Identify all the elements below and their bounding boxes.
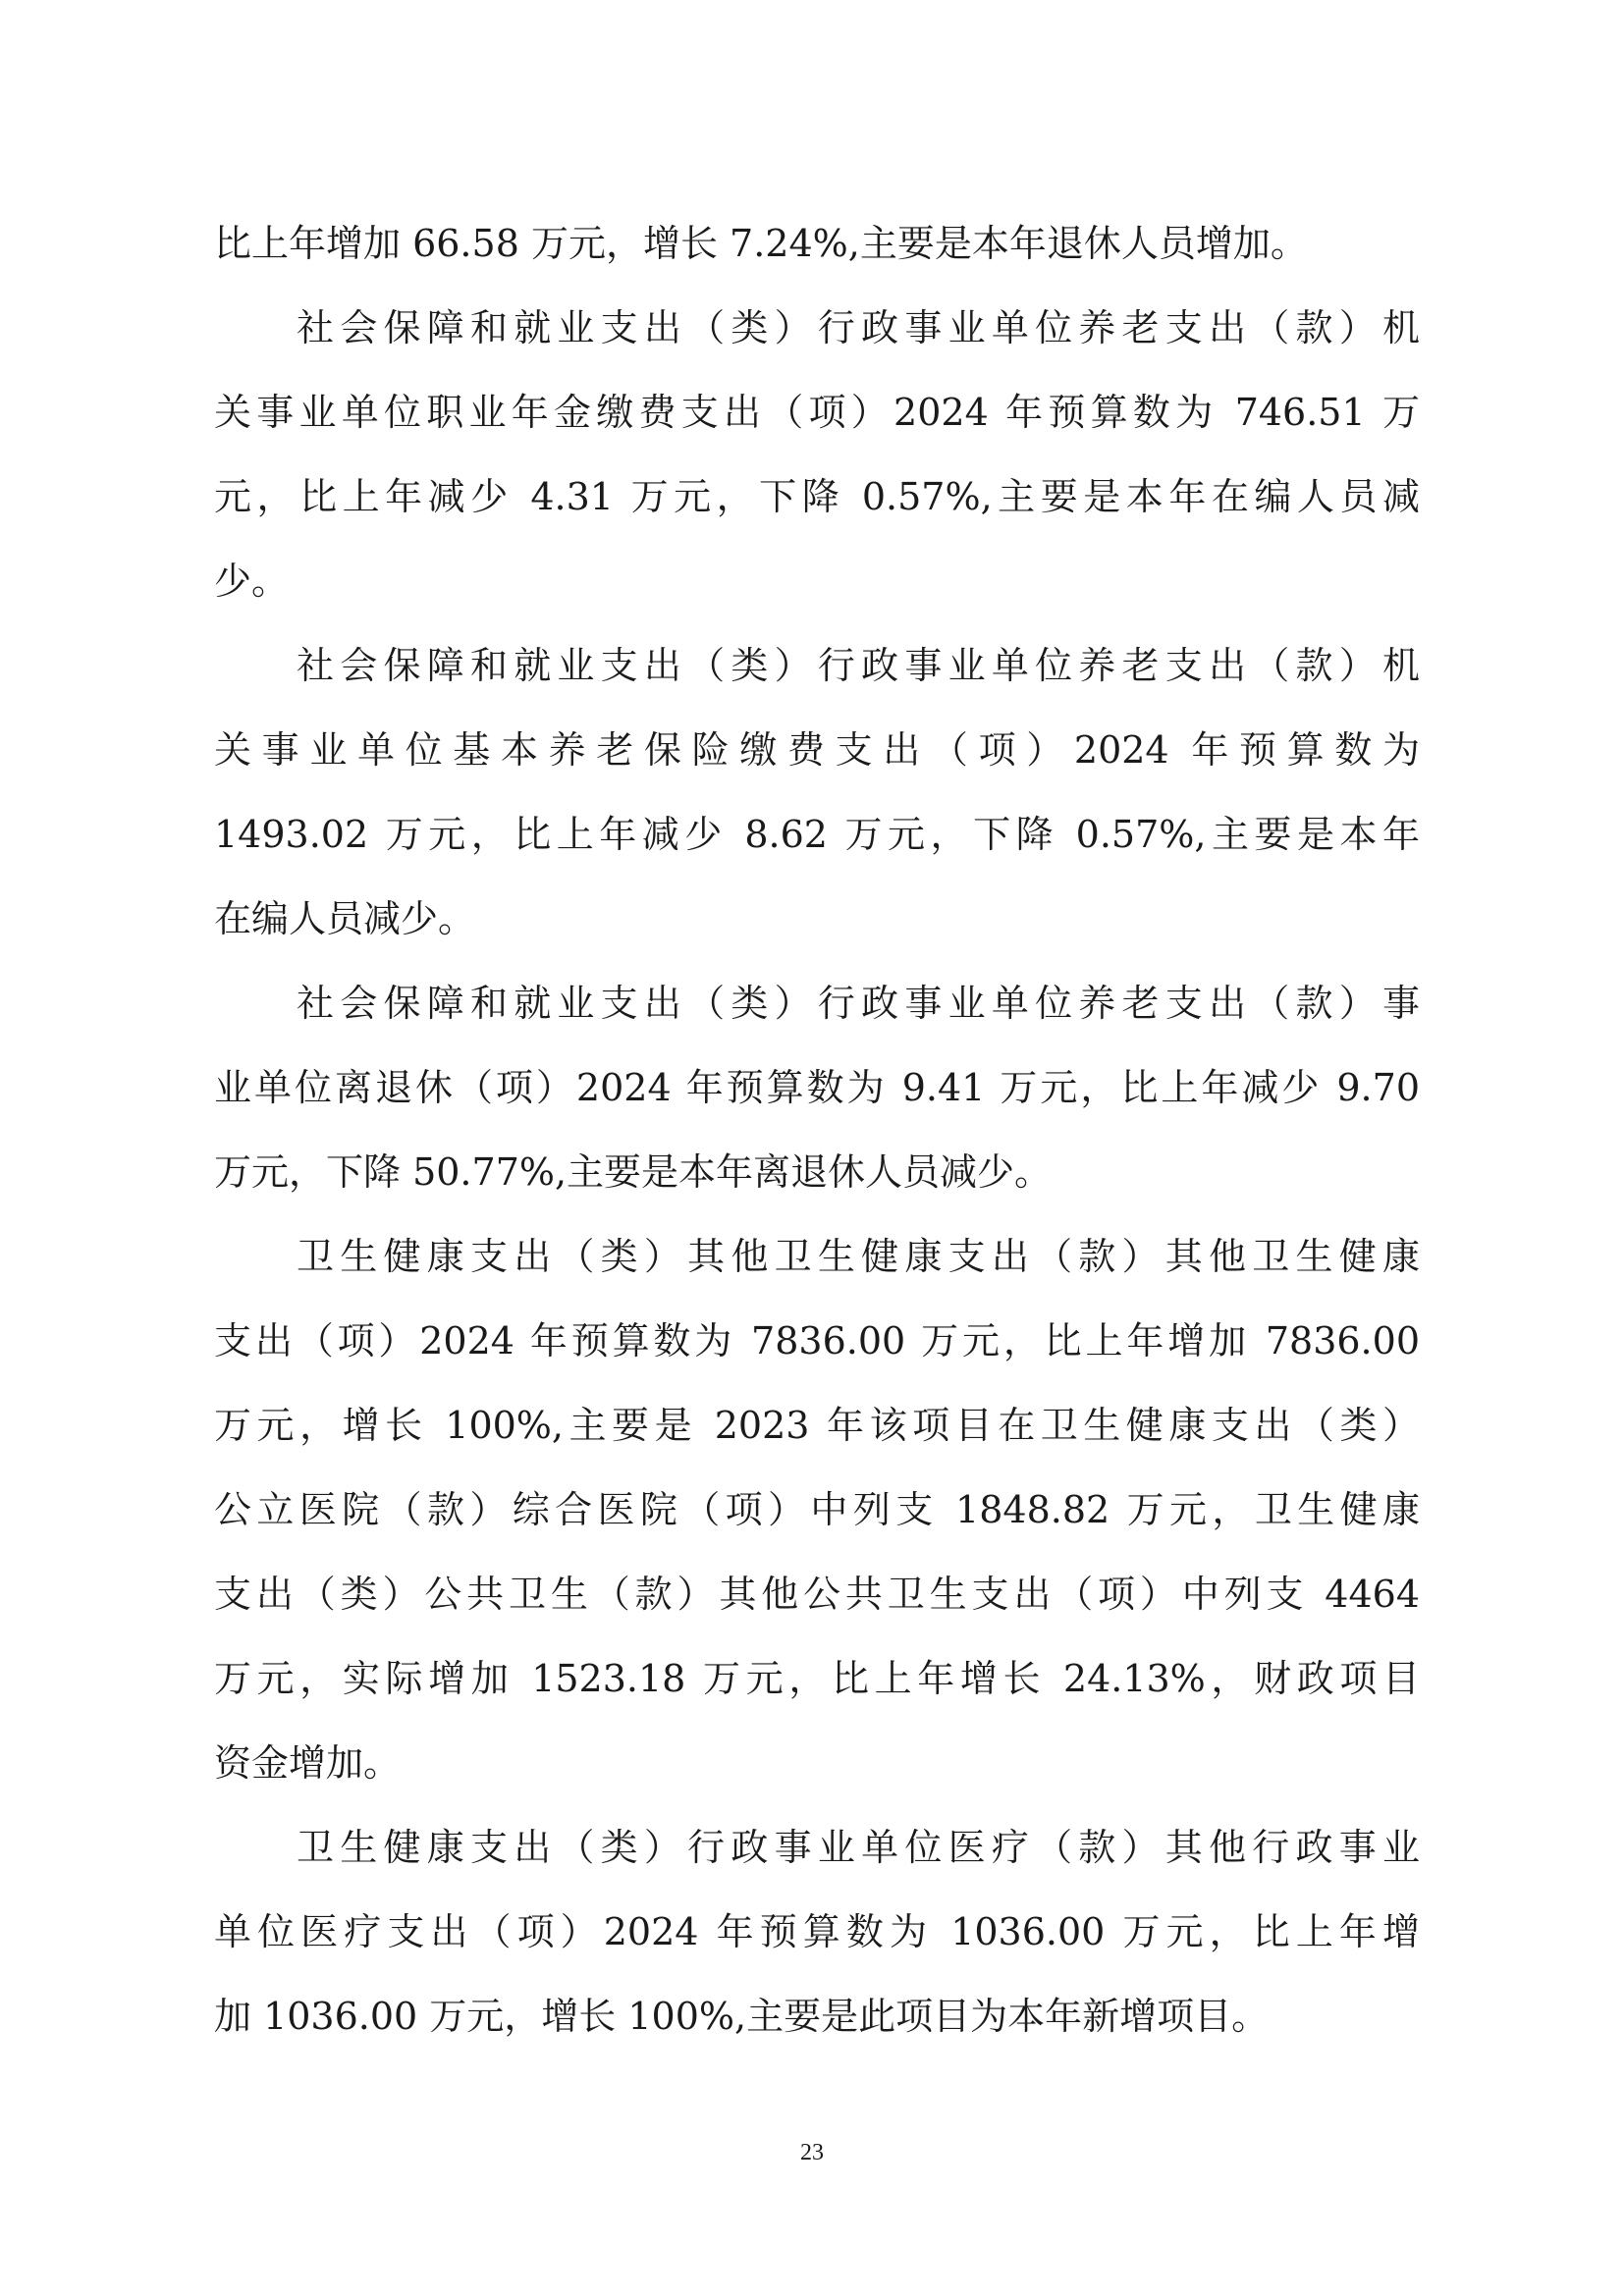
paragraph-first-line: 卫生健康支出（类）其他卫生健康支出（款）其他卫生健康 [297, 1235, 1420, 1278]
text-line: 在编人员减少。 [214, 897, 476, 940]
paragraph-first-line: 社会保障和就业支出（类）行政事业单位养老支出（款）机 [297, 306, 1420, 349]
text-line: 万元，增长 100%,主要是 2023 年该项目在卫生健康支出（类） [214, 1404, 1420, 1447]
text-line: 1493.02 万元，比上年减少 8.62 万元，下降 0.57%,主要是本年 [214, 813, 1420, 856]
text-line: 支出（类）公共卫生（款）其他公共卫生支出（项）中列支 4464 [214, 1573, 1420, 1616]
text-line: 少。 [214, 560, 290, 603]
page-number: 23 [800, 2140, 824, 2165]
text-line: 支出（项）2024 年预算数为 7836.00 万元，比上年增加 7836.00 [214, 1319, 1420, 1362]
text-line: 比上年增加 66.58 万元，增长 7.24%,主要是本年退休人员增加。 [214, 222, 1308, 265]
text-line: 万元，下降 50.77%,主要是本年离退休人员减少。 [214, 1150, 1053, 1194]
text-line: 关事业单位职业年金缴费支出（项）2024 年预算数为 746.51 万 [214, 391, 1420, 434]
text-line: 公立医院（款）综合医院（项）中列支 1848.82 万元，卫生健康 [214, 1488, 1420, 1531]
paragraph-first-line: 社会保障和就业支出（类）行政事业单位养老支出（款）事 [297, 982, 1420, 1025]
text-line: 业单位离退休（项）2024 年预算数为 9.41 万元，比上年减少 9.70 [214, 1066, 1420, 1109]
text-line: 元，比上年减少 4.31 万元，下降 0.57%,主要是本年在编人员减 [214, 475, 1420, 518]
text-line: 加 1036.00 万元，增长 100%,主要是此项目为本年新增项目。 [214, 1995, 1270, 2038]
paragraph-first-line: 社会保障和就业支出（类）行政事业单位养老支出（款）机 [297, 644, 1420, 687]
paragraph-first-line: 卫生健康支出（类）行政事业单位医疗（款）其他行政事业 [297, 1826, 1420, 1869]
text-line: 关事业单位基本养老保险缴费支出（项）2024 年预算数为 [214, 728, 1420, 772]
text-line: 单位医疗支出（项）2024 年预算数为 1036.00 万元，比上年增 [214, 1910, 1420, 1953]
text-line: 万元，实际增加 1523.18 万元，比上年增长 24.13%，财政项目 [214, 1657, 1420, 1700]
text-line: 资金增加。 [214, 1741, 402, 1785]
